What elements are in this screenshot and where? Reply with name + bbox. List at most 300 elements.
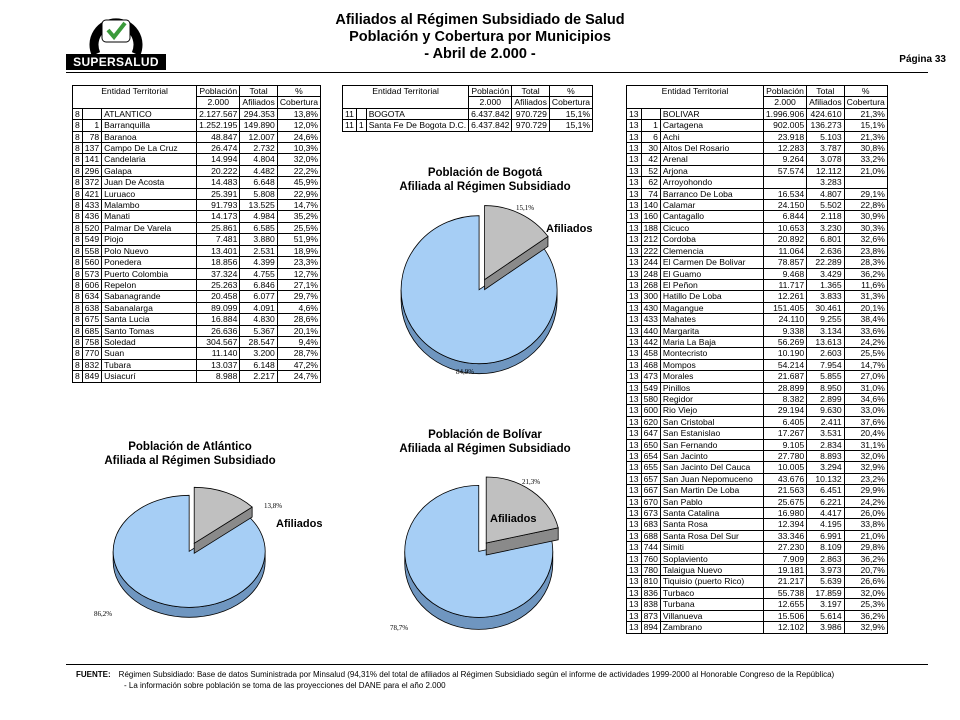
cell-population: 17.267 <box>763 428 806 439</box>
cell-total: 5.855 <box>807 371 844 382</box>
cell-dep: 13 <box>627 462 642 473</box>
bogota-chart-title: Población de Bogotá Afiliada al Régimen Subsidiado <box>399 167 571 193</box>
cell-name: Maria La Baja <box>660 336 763 347</box>
cell-total: 424.610 <box>807 108 844 119</box>
table-row <box>73 336 321 347</box>
pie-big-pct-label: 86,2% <box>94 610 113 618</box>
cell-population: 9.264 <box>763 154 806 165</box>
cell-population: 25.675 <box>763 496 806 507</box>
cell-total: 3.134 <box>807 325 844 336</box>
cell-total: 136.273 <box>807 120 844 131</box>
cell-population: 10.190 <box>763 348 806 359</box>
cell-coverage: 24,2% <box>844 496 887 507</box>
table-row <box>73 348 321 359</box>
table-row <box>627 496 888 507</box>
cell-name: Clemencia <box>660 245 763 256</box>
table-row <box>627 530 888 541</box>
table-row <box>627 336 888 347</box>
cell-dep: 8 <box>73 268 83 279</box>
cell-coverage: 37,6% <box>844 416 887 427</box>
cell-mun: 650 <box>641 439 660 450</box>
cell-name: Cartagena <box>660 120 763 131</box>
cell-coverage: 14,7% <box>844 359 887 370</box>
cell-dep: 13 <box>627 508 642 519</box>
cell-dep: 8 <box>73 279 83 290</box>
cell-population: 11.064 <box>763 245 806 256</box>
cell-population: 14.483 <box>197 177 240 188</box>
cell-dep: 11 <box>343 120 357 131</box>
cell-coverage: 32,9% <box>844 622 887 633</box>
cell-population: 16.534 <box>763 188 806 199</box>
table-row <box>627 177 888 188</box>
column-header-pct: % <box>549 86 592 97</box>
cell-coverage: 21,3% <box>844 108 887 119</box>
cell-population: 6.437.842 <box>469 108 512 119</box>
cell-dep: 13 <box>627 405 642 416</box>
cell-name: Polo Nuevo <box>102 245 197 256</box>
cell-name: Altos Del Rosario <box>660 143 763 154</box>
cell-coverage: 15,1% <box>844 120 887 131</box>
cell-population: 21.217 <box>763 576 806 587</box>
cell-coverage: 29,7% <box>277 291 320 302</box>
cell-name: Sabanagrande <box>102 291 197 302</box>
table-row <box>627 211 888 222</box>
cell-coverage: 25,5% <box>844 348 887 359</box>
header-title: Afiliados al Régimen Subsidiado de Salud <box>335 12 625 28</box>
cell-name: Cicuco <box>660 222 763 233</box>
cell-total: 294.353 <box>240 108 277 119</box>
cell-dep: 13 <box>627 143 642 154</box>
column-header-pct-sub: Cobertura <box>549 97 592 108</box>
bogota-pie-chart <box>380 196 620 382</box>
table-row <box>627 234 888 245</box>
header-subtitle: Población y Cobertura por Municipios <box>349 29 611 45</box>
cell-total: 1.365 <box>807 279 844 290</box>
cell-total: 6.221 <box>807 496 844 507</box>
cell-dep: 13 <box>627 565 642 576</box>
cell-name: Margarita <box>660 325 763 336</box>
cell-total: 4.091 <box>240 302 277 313</box>
cell-total: 5.103 <box>807 131 844 142</box>
cell-dep: 13 <box>627 382 642 393</box>
cell-dep: 8 <box>73 257 83 268</box>
cell-mun: 836 <box>641 587 660 598</box>
cell-population: 25.391 <box>197 188 240 199</box>
cell-coverage: 36,2% <box>844 553 887 564</box>
cell-dep: 13 <box>627 257 642 268</box>
cell-name: Palmar De Varela <box>102 222 197 233</box>
cell-total: 5.614 <box>807 610 844 621</box>
column-header-total: Total <box>512 86 549 97</box>
cell-name: Piojo <box>102 234 197 245</box>
table-row <box>73 200 321 211</box>
cell-name: Calamar <box>660 200 763 211</box>
cell-mun: 78 <box>82 131 101 142</box>
cell-name: Turbana <box>660 599 763 610</box>
cell-dep: 13 <box>627 371 642 382</box>
atlantico-table <box>72 85 321 383</box>
cell-total: 6.648 <box>240 177 277 188</box>
cell-name: Puerto Colombia <box>102 268 197 279</box>
cell-dep: 8 <box>73 348 83 359</box>
cell-total: 3.200 <box>240 348 277 359</box>
cell-total: 12.007 <box>240 131 277 142</box>
cell-mun: 620 <box>641 416 660 427</box>
cell-mun: 473 <box>641 371 660 382</box>
cell-mun: 74 <box>641 188 660 199</box>
column-header-entity: Entidad Territorial <box>343 86 469 109</box>
cell-coverage: 33,6% <box>844 325 887 336</box>
cell-mun: 670 <box>641 496 660 507</box>
table-row <box>627 245 888 256</box>
cell-mun: 468 <box>641 359 660 370</box>
cell-name: Magangue <box>660 302 763 313</box>
cell-population: 6.405 <box>763 416 806 427</box>
table-row <box>627 576 888 587</box>
page-header <box>230 12 730 63</box>
table-row <box>73 302 321 313</box>
table-row <box>73 245 321 256</box>
cell-dep: 13 <box>627 245 642 256</box>
cell-population: 20.892 <box>763 234 806 245</box>
cell-dep: 8 <box>73 359 83 370</box>
cell-name: BOLIVAR <box>660 108 763 119</box>
cell-name: Santo Tomas <box>102 325 197 336</box>
cell-coverage: 31,1% <box>844 439 887 450</box>
table-header-row <box>343 86 593 97</box>
cell-coverage: 26,0% <box>844 508 887 519</box>
cell-population: 8.988 <box>197 371 240 382</box>
footer-label: FUENTE: <box>76 670 111 679</box>
cell-coverage: 29,9% <box>844 485 887 496</box>
cell-population: 1.252.195 <box>197 120 240 131</box>
cell-mun: 30 <box>641 143 660 154</box>
cell-mun: 433 <box>82 200 101 211</box>
table-row <box>627 188 888 199</box>
cell-population: 29.194 <box>763 405 806 416</box>
cell-total: 2.118 <box>807 211 844 222</box>
column-header-pct: % <box>277 86 320 97</box>
cell-coverage: 35,2% <box>277 211 320 222</box>
cell-dep: 13 <box>627 542 642 553</box>
cell-population: 20.458 <box>197 291 240 302</box>
cell-dep: 13 <box>627 393 642 404</box>
cell-coverage: 24,2% <box>844 336 887 347</box>
cell-dep: 8 <box>73 120 83 131</box>
cell-mun <box>641 108 660 119</box>
cell-coverage: 36,2% <box>844 268 887 279</box>
cell-mun: 421 <box>82 188 101 199</box>
cell-name: Arjona <box>660 165 763 176</box>
cell-dep: 13 <box>627 325 642 336</box>
cell-mun <box>82 108 101 119</box>
cell-mun: 647 <box>641 428 660 439</box>
cell-dep: 13 <box>627 234 642 245</box>
table-row <box>73 325 321 336</box>
cell-mun: 140 <box>641 200 660 211</box>
table-row <box>627 462 888 473</box>
table-row <box>73 143 321 154</box>
cell-total: 6.451 <box>807 485 844 496</box>
cell-total: 4.830 <box>240 314 277 325</box>
column-header-population-year: 2.000 <box>763 97 806 108</box>
cell-population <box>763 177 806 188</box>
cell-population: 24.110 <box>763 314 806 325</box>
cell-coverage: 22,9% <box>277 188 320 199</box>
cell-population: 27.230 <box>763 542 806 553</box>
cell-coverage: 33,0% <box>844 405 887 416</box>
cell-total: 6.585 <box>240 222 277 233</box>
cell-mun: 849 <box>82 371 101 382</box>
cell-population: 25.263 <box>197 279 240 290</box>
cell-coverage: 45,9% <box>277 177 320 188</box>
table-row <box>73 257 321 268</box>
cell-mun: 683 <box>641 519 660 530</box>
cell-coverage: 36,2% <box>844 610 887 621</box>
cell-total: 13.613 <box>807 336 844 347</box>
cell-dep: 13 <box>627 587 642 598</box>
cell-mun: 160 <box>641 211 660 222</box>
cell-dep: 13 <box>627 314 642 325</box>
cell-total: 3.833 <box>807 291 844 302</box>
cell-mun: 894 <box>641 622 660 633</box>
table-row <box>627 279 888 290</box>
cell-population: 89.099 <box>197 302 240 313</box>
cell-name: Arenal <box>660 154 763 165</box>
cell-mun: 638 <box>82 302 101 313</box>
column-header-total-sub: Afiliados <box>240 97 277 108</box>
cell-coverage: 33,8% <box>844 519 887 530</box>
cell-population: 7.481 <box>197 234 240 245</box>
column-header-population-year: 2.000 <box>469 97 512 108</box>
pie-big-pct-label: 84,9% <box>456 368 475 376</box>
cell-name: Talaigua Nuevo <box>660 565 763 576</box>
cell-name: Santa Fe De Bogota D.C. <box>366 120 468 131</box>
cell-coverage: 15,1% <box>549 120 592 131</box>
cell-coverage: 12,0% <box>277 120 320 131</box>
cell-mun: 810 <box>641 576 660 587</box>
cell-dep: 13 <box>627 279 642 290</box>
cell-name: Cordoba <box>660 234 763 245</box>
table-row <box>73 222 321 233</box>
cell-mun: 62 <box>641 177 660 188</box>
cell-population: 1.996.906 <box>763 108 806 119</box>
table-row <box>627 610 888 621</box>
cell-total: 22.289 <box>807 257 844 268</box>
cell-mun: 372 <box>82 177 101 188</box>
cell-dep: 13 <box>627 622 642 633</box>
cell-population: 13.037 <box>197 359 240 370</box>
cell-name: Soledad <box>102 336 197 347</box>
cell-coverage <box>844 177 887 188</box>
cell-dep: 8 <box>73 143 83 154</box>
cell-dep: 13 <box>627 291 642 302</box>
cell-total: 7.954 <box>807 359 844 370</box>
page-number: Página 33 <box>899 54 946 65</box>
cell-total: 4.984 <box>240 211 277 222</box>
cell-name: Regidor <box>660 393 763 404</box>
cell-population: 6.437.842 <box>469 120 512 131</box>
cell-coverage: 23,8% <box>844 245 887 256</box>
table-row <box>627 451 888 462</box>
table-row <box>627 143 888 154</box>
cell-mun: 770 <box>82 348 101 359</box>
cell-coverage: 11,6% <box>844 279 887 290</box>
footer-source <box>76 669 928 691</box>
cell-dep: 13 <box>627 451 642 462</box>
table-row <box>627 565 888 576</box>
column-header-total: Total <box>240 86 277 97</box>
cell-total: 2.834 <box>807 439 844 450</box>
cell-dep: 13 <box>627 120 642 131</box>
cell-dep: 13 <box>627 473 642 484</box>
cell-population: 26.636 <box>197 325 240 336</box>
table-row <box>73 165 321 176</box>
cell-name: Simiti <box>660 542 763 553</box>
cell-total: 2.603 <box>807 348 844 359</box>
table-row <box>627 257 888 268</box>
cell-name: Santa Catalina <box>660 508 763 519</box>
table-row <box>627 473 888 484</box>
cell-total: 2.863 <box>807 553 844 564</box>
cell-dep: 8 <box>73 211 83 222</box>
supersalud-logo <box>66 10 166 74</box>
cell-name: Hatillo De Loba <box>660 291 763 302</box>
table-row <box>627 416 888 427</box>
cell-mun: 838 <box>641 599 660 610</box>
cell-name: Achi <box>660 131 763 142</box>
column-header-total-sub: Afiliados <box>512 97 549 108</box>
cell-coverage: 51,9% <box>277 234 320 245</box>
column-header-population: Población <box>763 86 806 97</box>
cell-population: 12.261 <box>763 291 806 302</box>
cell-dep: 13 <box>627 439 642 450</box>
cell-mun: 549 <box>82 234 101 245</box>
bolivar-table <box>626 85 888 634</box>
cell-total: 12.112 <box>807 165 844 176</box>
table-row <box>627 268 888 279</box>
cell-name: El Carmen De Bolivar <box>660 257 763 268</box>
cell-total: 3.429 <box>807 268 844 279</box>
cell-total: 970.729 <box>512 108 549 119</box>
cell-coverage: 30,9% <box>844 211 887 222</box>
cell-total: 4.804 <box>240 154 277 165</box>
cell-dep: 8 <box>73 222 83 233</box>
table-row <box>627 314 888 325</box>
cell-name: Malambo <box>102 200 197 211</box>
cell-total: 3.294 <box>807 462 844 473</box>
cell-total: 2.411 <box>807 416 844 427</box>
cell-name: Santa Rosa <box>660 519 763 530</box>
cell-name: Pinillos <box>660 382 763 393</box>
cell-total: 4.195 <box>807 519 844 530</box>
cell-total: 4.807 <box>807 188 844 199</box>
cell-name: Baranoa <box>102 131 197 142</box>
cell-dep: 13 <box>627 268 642 279</box>
cell-mun: 760 <box>641 553 660 564</box>
cell-mun: 600 <box>641 405 660 416</box>
table-row <box>73 291 321 302</box>
cell-dep: 13 <box>627 610 642 621</box>
cell-mun: 433 <box>641 314 660 325</box>
cell-total: 3.197 <box>807 599 844 610</box>
cell-dep: 13 <box>627 348 642 359</box>
cell-name: Repelon <box>102 279 197 290</box>
cell-mun: 6 <box>641 131 660 142</box>
cell-population: 54.214 <box>763 359 806 370</box>
cell-total: 28.547 <box>240 336 277 347</box>
cell-total: 3.531 <box>807 428 844 439</box>
table-row <box>627 428 888 439</box>
cell-coverage: 21,0% <box>844 165 887 176</box>
cell-mun: 442 <box>641 336 660 347</box>
cell-dep: 13 <box>627 576 642 587</box>
cell-name: Arroyohondo <box>660 177 763 188</box>
cell-name: San Estanislao <box>660 428 763 439</box>
cell-coverage: 29,1% <box>844 188 887 199</box>
cell-population: 78.857 <box>763 257 806 268</box>
cell-total: 6.801 <box>807 234 844 245</box>
cell-mun: 137 <box>82 143 101 154</box>
cell-mun <box>356 108 366 119</box>
table-row <box>627 542 888 553</box>
cell-mun: 296 <box>82 165 101 176</box>
cell-mun: 580 <box>641 393 660 404</box>
cell-total: 4.417 <box>807 508 844 519</box>
cell-name: Montecristo <box>660 348 763 359</box>
cell-population: 43.676 <box>763 473 806 484</box>
cell-dep: 13 <box>627 485 642 496</box>
cell-population: 33.346 <box>763 530 806 541</box>
cell-coverage: 30,8% <box>844 143 887 154</box>
cell-total: 6.846 <box>240 279 277 290</box>
cell-population: 14.173 <box>197 211 240 222</box>
cell-mun: 52 <box>641 165 660 176</box>
footer-line-1: Régimen Subsidiado: Base de datos Suministrada por Minsalud (94,31% del total de afiliados al Régimen Subsidiado según el informe de actividades 1999-2000 al Honorable Congreso de la República) <box>118 670 835 679</box>
cell-total: 5.367 <box>240 325 277 336</box>
cell-coverage: 12,7% <box>277 268 320 279</box>
table-header-row <box>627 86 888 97</box>
cell-total: 8.893 <box>807 451 844 462</box>
cell-dep: 13 <box>627 188 642 199</box>
cell-mun: 675 <box>82 314 101 325</box>
cell-name: San Jacinto <box>660 451 763 462</box>
cell-mun: 222 <box>641 245 660 256</box>
cell-mun: 300 <box>641 291 660 302</box>
cell-coverage: 28,7% <box>277 348 320 359</box>
table-row <box>627 165 888 176</box>
cell-coverage: 21,0% <box>844 530 887 541</box>
table-row <box>73 314 321 325</box>
cell-total: 13.525 <box>240 200 277 211</box>
cell-mun: 268 <box>641 279 660 290</box>
cell-coverage: 10,3% <box>277 143 320 154</box>
cell-total: 2.531 <box>240 245 277 256</box>
column-header-pct: % <box>844 86 887 97</box>
header-divider <box>66 72 928 73</box>
cell-coverage: 47,2% <box>277 359 320 370</box>
cell-dep: 13 <box>627 154 642 165</box>
cell-total: 6.148 <box>240 359 277 370</box>
cell-coverage: 32,0% <box>844 587 887 598</box>
cell-population: 25.861 <box>197 222 240 233</box>
table-row <box>73 120 321 131</box>
cell-population: 55.738 <box>763 587 806 598</box>
cell-mun: 558 <box>82 245 101 256</box>
pie-small-pct-label: 15,1% <box>516 204 535 212</box>
cell-population: 26.474 <box>197 143 240 154</box>
cell-mun: 685 <box>82 325 101 336</box>
